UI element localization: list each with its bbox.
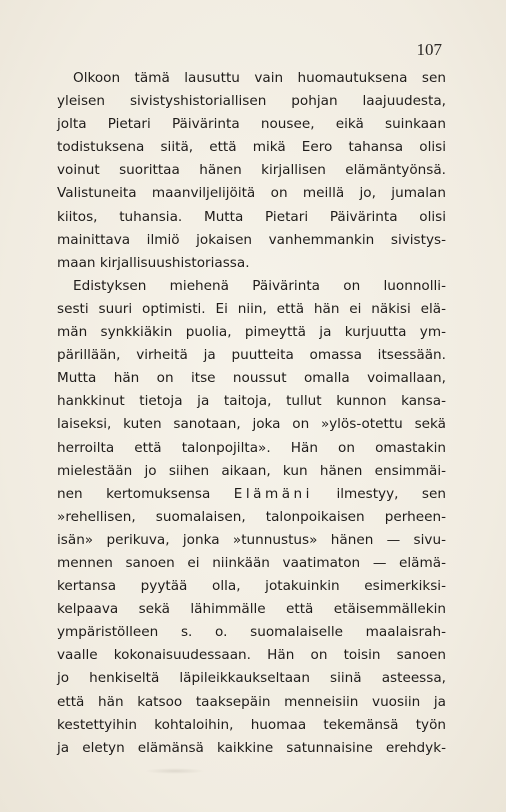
text-line: isän» perikuva, jonka »tunnustus» hänen — sivu- xyxy=(57,531,446,548)
text-line: jolta Pietari Päivärinta nousee, eikä suinkaan xyxy=(57,116,446,133)
text-line: ja eletyn elämänsä kaikkine satunnaisine erehdyk- xyxy=(57,739,446,756)
text-line xyxy=(57,483,446,506)
text-segment: ilmestyy, sen xyxy=(312,485,446,502)
text-line: mainittava ilmiö jokaisen vanhemmankin sivistys- xyxy=(57,231,446,248)
text-line: kelpaava sekä lähimmälle että etäisemmällekin xyxy=(57,601,446,618)
text-line: kertansa pyytää olla, jotakuinkin esimerkiksi- xyxy=(57,578,446,595)
text-line: pärillään, virheitä ja puutteita omassa itsessään. xyxy=(57,347,446,364)
text-line: ympäristölleen s. o. suomalaiselle maalaisrah- xyxy=(57,624,446,641)
book-title: Elämäni xyxy=(233,485,313,502)
text-line: että hän katsoo taaksepäin menneisiin vuosiin ja xyxy=(57,693,446,710)
text-line: hankkinut tietoja ja taitoja, tullut kunnon kansa- xyxy=(57,393,446,410)
text-line: Olkoon tämä lausuttu vain huomautuksena sen xyxy=(73,70,446,86)
text-line: Valistuneita maanviljelijöitä on meillä jo, jumalan xyxy=(57,185,446,202)
page-number: 107 xyxy=(416,40,442,59)
text-line: Mutta hän on itse noussut omalla voimallaan, xyxy=(57,370,446,387)
text-line: yleisen sivistyshistoriallisen pohjan laajuudesta, xyxy=(57,93,446,110)
text-line: kiitos, tuhansia. Mutta Pietari Päivärinta olisi xyxy=(57,208,446,225)
text-line: jo henkiseltä läpileikkaukseltaan siinä asteessa, xyxy=(57,670,446,687)
text-line: sesti suuri optimisti. Ei niin, että hän ei näkisi elä- xyxy=(57,300,446,317)
text-line: voinut suorittaa hänen kirjallisen elämäntyönsä. xyxy=(57,162,446,179)
text-line: kestettyihin kohtaloihin, huomaa tekemänsä työn xyxy=(57,716,446,733)
text-line: mielestään jo siihen aikaan, kun hänen ensimmäi- xyxy=(57,462,446,479)
text-line: Edistyksen miehenä Päivärinta on luonnolli- xyxy=(73,277,446,294)
text-line: laiseksi, kuten sanotaan, joka on »ylös-otettu sekä xyxy=(57,416,446,433)
text-line: »rehellisen, suomalaisen, talonpoikaisen perheen- xyxy=(57,508,446,525)
body-text xyxy=(57,67,446,760)
text-line: maan kirjallisuushistoriassa. xyxy=(57,254,250,271)
text-line: mennen sanoen ei niinkään vaatimaton — elämä- xyxy=(57,554,446,571)
text-line: herroilta että talonpojilta». Hän on omastakin xyxy=(57,439,446,456)
ink-smudge xyxy=(145,768,205,774)
text-segment: nen kertomuksensa xyxy=(57,485,234,502)
text-line: män synkkiäkin puolia, pimeyttä ja kurjuutta ym- xyxy=(57,324,446,341)
text-line: todistuksena siitä, että mikä Eero tahansa olisi xyxy=(57,139,446,156)
text-line: vaalle kokonaisuudessaan. Hän on toisin sanoen xyxy=(57,647,446,664)
